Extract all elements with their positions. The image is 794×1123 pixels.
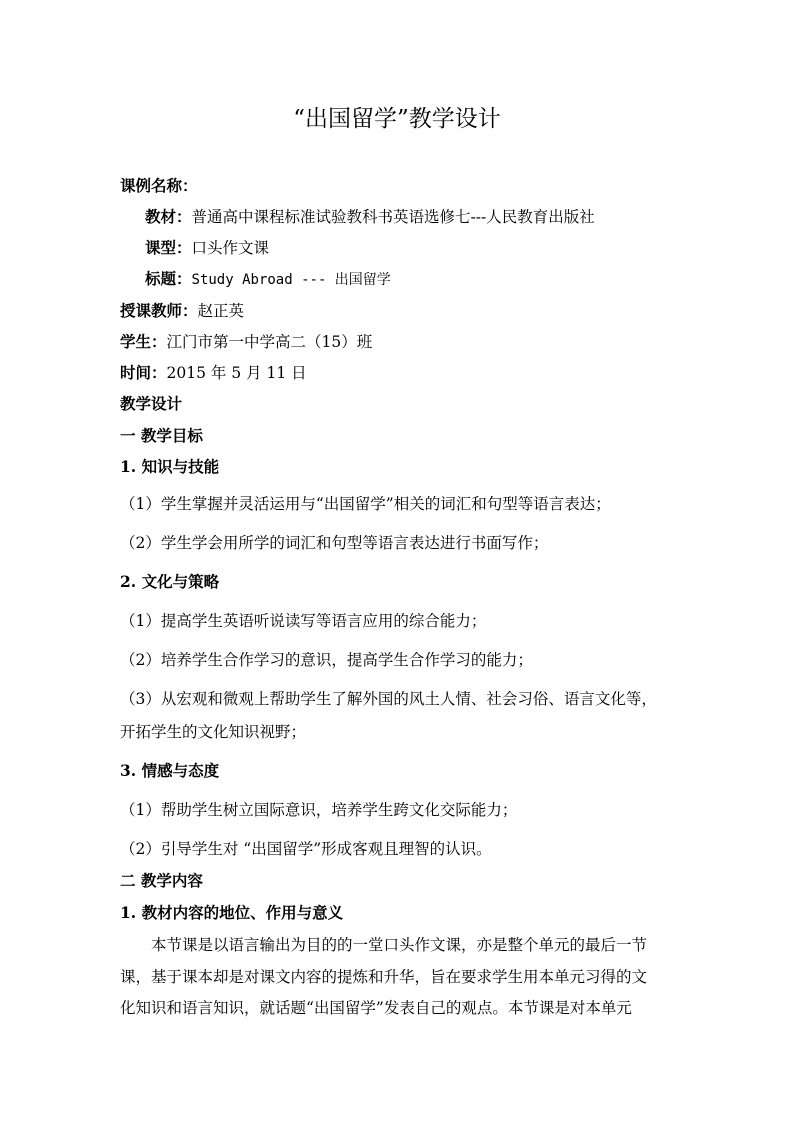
s1-sub2-item3-line1: （3）从宏观和微观上帮助学生了解外国的风土人情、社会习俗、语言文化等， (120, 690, 657, 708)
teacher-value: 赵正英 (197, 302, 245, 320)
document-title: “出国留学”教学设计 (293, 106, 501, 132)
student-value: 江门市第一中学高二（15）班 (166, 333, 373, 351)
s2-paragraph-line2: 课，基于课本却是对课文内容的提炼和升华，旨在要求学生用本单元习得的文 (120, 968, 648, 986)
textbook-label: 教材： (145, 207, 192, 226)
s1-sub2-item2: （2）培养学生合作学习的意识，提高学生合作学习的能力； (120, 651, 533, 669)
student-label: 学生： (120, 332, 167, 351)
textbook-row (145, 207, 595, 227)
topic-value: Study Abroad --- 出国留学 (191, 272, 391, 288)
topic-row (145, 269, 391, 290)
time-value: 2015 年 5 月 11 日 (166, 364, 307, 382)
type-label: 课型： (145, 238, 192, 257)
s1-sub1-item1: （1）学生掌握并灵活运用与“出国留学”相关的词汇和句型等语言表达； (120, 495, 611, 513)
section1-heading: 一 教学目标 (120, 426, 203, 445)
design-heading: 教学设计 (120, 394, 183, 413)
time-row (120, 363, 307, 383)
s1-sub3-heading: 3. 情感与态度 (120, 761, 220, 780)
s1-sub2-item1: （1）提高学生英语听说读写等语言应用的综合能力； (120, 612, 487, 630)
type-row (145, 238, 269, 258)
s1-sub2-heading: 2. 文化与策略 (120, 572, 220, 591)
s2-paragraph-line1: 本节课是以语言输出为目的的一堂口头作文课，亦是整个单元的最后一节 (151, 936, 648, 954)
section2-heading: 二 教学内容 (120, 871, 203, 890)
teacher-label: 授课教师： (120, 301, 198, 320)
time-label: 时间： (120, 363, 167, 382)
s1-sub2-item3-line2: 开拓学生的文化知识视野； (120, 723, 307, 741)
lesson-name-row (120, 176, 198, 196)
s1-sub1-heading: 1. 知识与技能 (120, 457, 220, 476)
s2-sub1-heading: 1. 教材内容的地位、作用与意义 (120, 903, 344, 922)
s2-paragraph-line3: 化知识和语言知识，就话题“出国留学”发表自己的观点。本节课是对本单元 (120, 999, 632, 1017)
student-row (120, 332, 372, 352)
lesson-name-label: 课例名称： (120, 176, 198, 195)
type-value: 口头作文课 (191, 239, 270, 257)
s1-sub3-item2: （2）引导学生对 “出国留学”形成客观且理智的认识。 (120, 840, 492, 858)
topic-label: 标题： (145, 269, 192, 288)
s1-sub1-item2: （2）学生学会用所学的词汇和句型等语言表达进行书面写作； (120, 534, 549, 552)
teacher-row (120, 301, 244, 321)
textbook-value: 普通高中课程标准试验教科书英语选修七---人民教育出版社 (191, 208, 595, 226)
s1-sub3-item1: （1）帮助学生树立国际意识，培养学生跨文化交际能力； (120, 801, 518, 819)
